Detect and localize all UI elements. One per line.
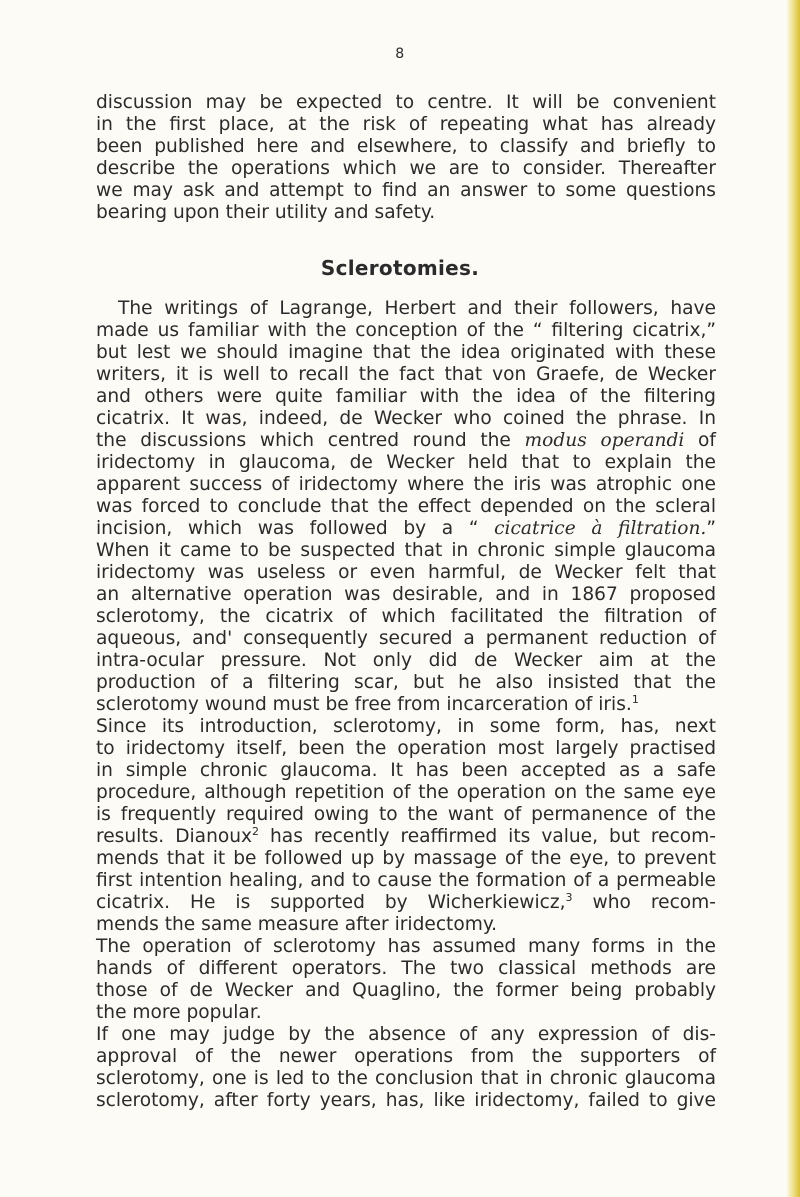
text-span: ” xyxy=(706,518,716,539)
text-line: to iridectomy itself, been the operation most largely practised xyxy=(96,738,716,759)
text-line: The operation of sclerotomy has assumed many forms in the xyxy=(96,936,716,957)
text-line: an alternative operation was desirable, and in 1867 proposed xyxy=(96,584,716,605)
text-line: and others were quite familiar with the idea of the filtering xyxy=(96,386,716,407)
text-line: When it came to be suspected that in chronic simple glaucoma xyxy=(96,540,716,561)
text-line: in the first place, at the risk of repeating what has already xyxy=(96,114,716,135)
text-line: procedure, although repetition of the operation on the same eye xyxy=(96,782,716,803)
text-line: those of de Wecker and Quaglino, the former being probably xyxy=(96,980,716,1001)
text-line xyxy=(96,694,716,716)
text-line: approval of the newer operations from the supporters of xyxy=(96,1046,716,1067)
text-span: has recently reaffirmed its value, but recom- xyxy=(259,826,716,847)
text-span: who recom- xyxy=(572,892,716,913)
text-line: apparent success of iridectomy where the iris was atrophic one xyxy=(96,474,716,495)
text-line: iridectomy in glaucoma, de Wecker held that to explain the xyxy=(96,452,716,473)
text-line: hands of different operators. The two classical methods are xyxy=(96,958,716,979)
text-line: been published here and elsewhere, to classify and briefly to xyxy=(96,136,716,157)
page-number: 8 xyxy=(395,46,405,62)
italic-phrase: modus operandi xyxy=(524,430,685,451)
text-line: made us familiar with the conception of the “ filtering cicatrix,” xyxy=(96,320,716,341)
text-span: the discussions which centred round the xyxy=(96,430,525,451)
text-line: is frequently required owing to the want of permanence of the xyxy=(96,804,716,825)
text-line: writers, it is well to recall the fact that von Graefe, de Wecker xyxy=(96,364,716,385)
text-line: first intention healing, and to cause the formation of a permeable xyxy=(96,870,716,891)
footnote-marker: 3 xyxy=(565,890,573,904)
text-line: Since its introduction, sclerotomy, in some form, has, next xyxy=(96,716,716,737)
text-line: sclerotomy, one is led to the conclusion that in chronic glaucoma xyxy=(96,1068,716,1089)
text-span: cicatrix. He is supported by Wicherkiewicz, xyxy=(96,892,566,913)
text-line: was forced to conclude that the effect depended on the scleral xyxy=(96,496,716,517)
text-line: aqueous, and' consequently secured a permanent reduction of xyxy=(96,628,716,649)
text-line: bearing upon their utility and safety. xyxy=(96,202,436,223)
text-line xyxy=(96,430,716,452)
text-span: sclerotomy wound must be free from incarceration of iris. xyxy=(96,694,632,715)
text-line: mends that it be followed up by massage of the eye, to prevent xyxy=(96,848,716,869)
text-line: sclerotomy, the cicatrix of which facilitated the filtration of xyxy=(96,606,716,627)
footnote-marker: 2 xyxy=(252,824,260,838)
text-line: The writings of Lagrange, Herbert and their followers, have xyxy=(118,298,716,319)
text-line: If one may judge by the absence of any expression of dis- xyxy=(96,1024,716,1045)
text-line: mends the same measure after iridectomy. xyxy=(96,914,498,935)
text-line: in simple chronic glaucoma. It has been accepted as a safe xyxy=(96,760,716,781)
text-line: the more popular. xyxy=(96,1002,262,1023)
text-line: intra-ocular pressure. Not only did de Wecker aim at the xyxy=(96,650,716,671)
footnote-marker: 1 xyxy=(631,692,639,706)
text-line: we may ask and attempt to find an answer to some questions xyxy=(96,180,716,201)
text-line: describe the operations which we are to consider. Thereafter xyxy=(96,158,716,179)
text-line: but lest we should imagine that the idea originated with these xyxy=(96,342,716,363)
italic-phrase: cicatrice à filtration. xyxy=(494,518,707,539)
text-line: iridectomy was useless or even harmful, de Wecker felt that xyxy=(96,562,716,583)
text-span: incision, which was followed by a “ xyxy=(96,518,495,539)
text-line xyxy=(96,826,716,848)
text-line xyxy=(96,518,716,540)
text-span: of xyxy=(684,430,716,451)
section-heading: Sclerotomies. xyxy=(320,256,480,280)
page-edge-stain xyxy=(786,0,800,1197)
text-line xyxy=(96,892,716,914)
text-line: sclerotomy, after forty years, has, like iridectomy, failed to give xyxy=(96,1090,716,1111)
text-line: discussion may be expected to centre. It will be convenient xyxy=(96,92,716,113)
text-line: cicatrix. It was, indeed, de Wecker who coined the phrase. In xyxy=(96,408,716,429)
text-span: results. Dianoux xyxy=(96,826,253,847)
text-line: production of a filtering scar, but he also insisted that the xyxy=(96,672,716,693)
